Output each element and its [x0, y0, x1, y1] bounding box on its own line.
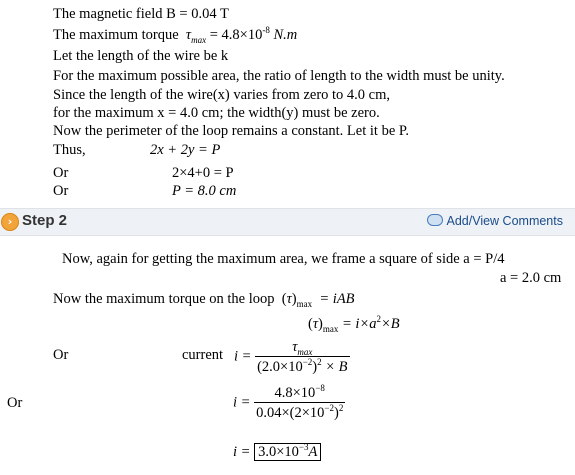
thus-label: Thus,: [53, 142, 86, 158]
equation-perimeter: 2x + 2y = P: [150, 142, 221, 158]
current-fraction-2: i = $\frac{4.8\times 10^{-8}}{0.04\times(2\times 10^{-2})^2}$: [233, 383, 344, 421]
step-title: Step 2: [22, 212, 68, 229]
current-fraction-1: i = $\frac{\tau_{max}}{(2.0\times 10^{-2})^2 \times B}$: [234, 339, 348, 375]
answer-box: $3.0\times 10^{-3}A$: [254, 443, 321, 461]
max-torque-prefix: The maximum torque: [53, 27, 179, 43]
torque-expression: = iAB: [319, 291, 355, 307]
torque-exponent: -8: [262, 25, 270, 36]
side-value: a = 2.0 cm: [500, 270, 562, 286]
square-line: Now, again for getting the maximum area, we frame a square of side a = P/4: [62, 251, 505, 267]
tau-symbol: $\tau_{max}$: [182, 27, 207, 45]
perimeter-line: Now the perimeter of the loop remains a constant. Let it be P.: [53, 123, 409, 139]
or-label-3: Or: [53, 347, 69, 363]
max-torque-loop-line: Now the maximum torque on the loop $(\tau)_{max}$ = iAB: [53, 291, 355, 309]
ratio-line: For the maximum possible area, the ratio of length to the width must be unity.: [53, 68, 505, 84]
comments-label: Add/View Comments: [446, 214, 563, 228]
add-view-comments-link[interactable]: [427, 214, 564, 228]
current-label: current: [182, 347, 224, 363]
or-label-left: Or: [7, 395, 23, 411]
torque-area-expression: $(\tau)_{max} = i\times a^2\times B$: [308, 314, 400, 334]
max-width-line: for the maximum x = 4.0 cm; the width(y) must be zero.: [53, 105, 380, 121]
equation-perimeter-result: P = 8.0 cm: [172, 183, 237, 199]
max-torque-line: The maximum torque $\tau_{max} = 4.8\times 10^{-8}$ N.m: [53, 25, 298, 45]
chevron-right-icon[interactable]: ›: [1, 213, 19, 231]
wire-length-line: Let the length of the wire be k: [53, 48, 229, 64]
equation-substitution: 2×4+0 = P: [172, 165, 234, 181]
or-label-2: Or: [53, 183, 69, 199]
step-2-header: [0, 208, 575, 236]
torque-value: 4.8×10: [221, 27, 263, 43]
varies-line: Since the length of the wire(x) varies from zero to 4.0 cm,: [53, 87, 391, 103]
final-answer: $i = 3.0\times 10^{-3}A$: [233, 443, 321, 461]
comment-icon: [427, 214, 443, 226]
or-label-1: Or: [53, 165, 69, 181]
torque-loop-text: Now the maximum torque on the loop: [53, 291, 275, 307]
magnetic-field-line: The magnetic field B = 0.04 T: [53, 6, 229, 22]
torque-unit: N.m: [273, 27, 298, 43]
